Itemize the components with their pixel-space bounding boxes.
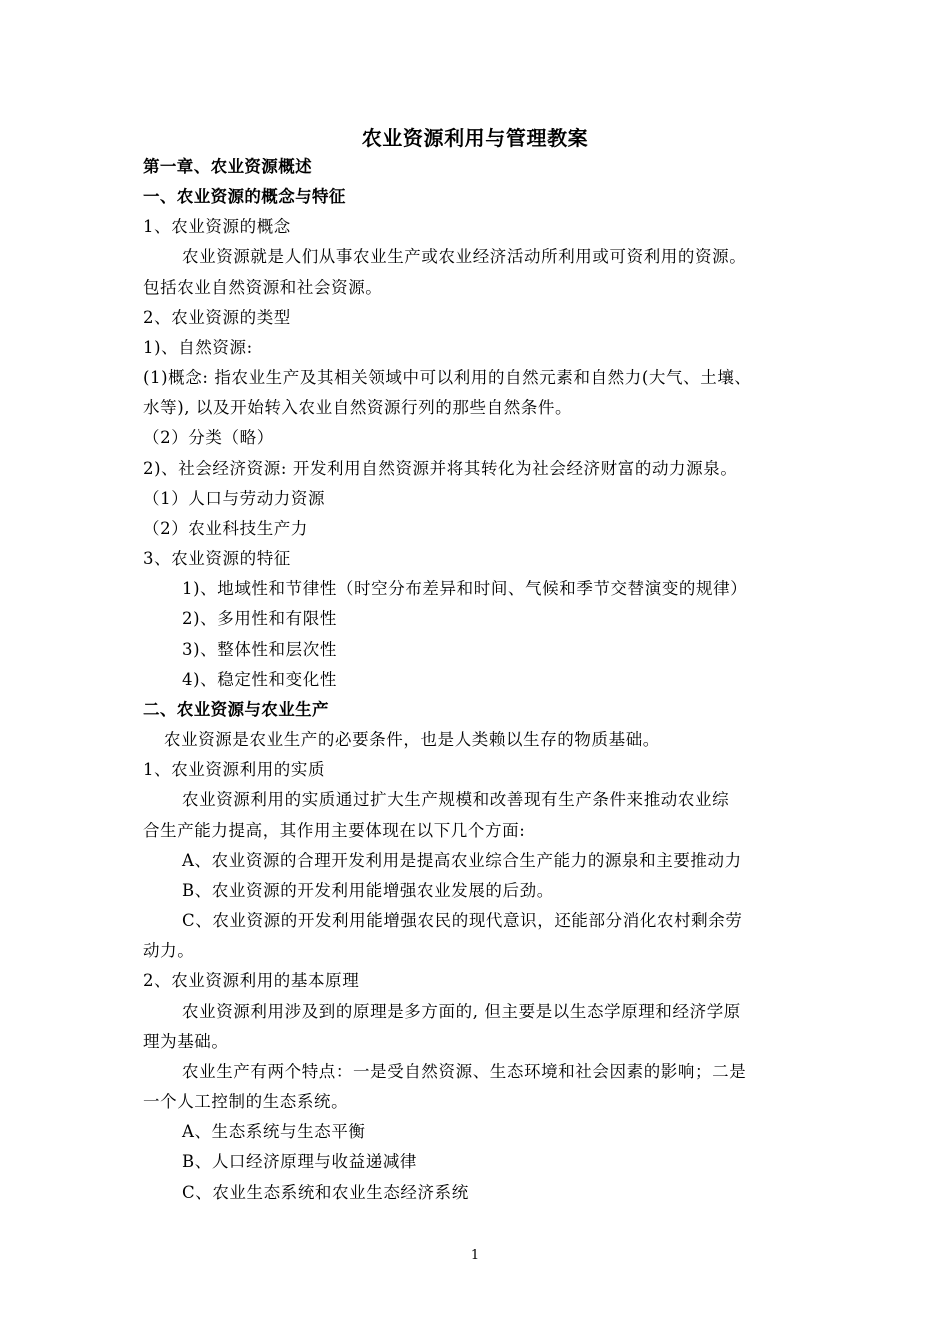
subsection-heading: 1、农业资源的概念 <box>143 217 291 236</box>
list-item: 2)、多用性和有限性 <box>182 609 337 628</box>
paragraph-line: 合生产能力提高，其作用主要体现在以下几个方面: <box>143 821 526 840</box>
document-title: 农业资源利用与管理教案 <box>361 126 589 150</box>
paragraph-line: 一个人工控制的生态系统。 <box>143 1092 349 1111</box>
paragraph-line: 农业资源就是人们从事农业生产或农业经济活动所利用或可资利用的资源。 <box>182 247 747 266</box>
list-item: C、农业生态系统和农业生态经济系统 <box>182 1183 469 1202</box>
subsection-heading: 3、农业资源的特征 <box>143 549 291 568</box>
list-item: C、农业资源的开发利用能增强农民的现代意识，还能部分消化农村剩余劳 <box>182 911 743 930</box>
section-heading: 一、农业资源的概念与特征 <box>143 187 346 206</box>
list-item: B、农业资源的开发利用能增强农业发展的后劲。 <box>182 881 554 900</box>
list-item: 1)、自然资源: <box>143 338 253 357</box>
subsection-heading: 2、农业资源利用的基本原理 <box>143 971 360 990</box>
paragraph-line: 农业资源利用涉及到的原理是多方面的, 但主要是以生态学原理和经济学原 <box>182 1002 741 1021</box>
list-item: A、生态系统与生态平衡 <box>182 1122 366 1141</box>
paragraph-line: 理为基础。 <box>143 1032 229 1051</box>
list-item: （2）农业科技生产力 <box>143 519 308 538</box>
list-item: 2)、社会经济资源: 开发利用自然资源并将其转化为社会经济财富的动力源泉。 <box>143 459 738 478</box>
paragraph-line: (1)概念: 指农业生产及其相关领域中可以利用的自然元素和自然力(大气、土壤、 <box>143 368 752 387</box>
subsection-heading: 1、农业资源利用的实质 <box>143 760 326 779</box>
paragraph-line: 水等), 以及开始转入农业自然资源行列的那些自然条件。 <box>143 398 573 417</box>
list-item: B、人口经济原理与收益递减律 <box>182 1152 418 1171</box>
subsection-heading: 2、农业资源的类型 <box>143 308 291 327</box>
list-item: （2）分类（略） <box>143 428 274 447</box>
paragraph-line: 农业生产有两个特点：一是受自然资源、生态环境和社会因素的影响；二是 <box>182 1062 747 1081</box>
paragraph-line: 农业资源利用的实质通过扩大生产规模和改善现有生产条件来推动农业综 <box>182 790 730 809</box>
list-item: 3)、整体性和层次性 <box>182 640 337 659</box>
list-item: 1)、地域性和节律性（时空分布差异和时间、气候和季节交替演变的规律） <box>182 579 748 598</box>
list-item: A、农业资源的合理开发利用是提高农业综合生产能力的源泉和主要推动力 <box>182 851 742 870</box>
paragraph-line: 动力。 <box>143 941 195 960</box>
list-item: （1）人口与劳动力资源 <box>143 489 326 508</box>
list-item: 4)、稳定性和变化性 <box>182 670 337 689</box>
paragraph-line: 农业资源是农业生产的必要条件，也是人类赖以生存的物质基础。 <box>164 730 660 749</box>
page-number: 1 <box>470 1248 480 1263</box>
chapter-heading: 第一章、农业资源概述 <box>143 157 312 176</box>
paragraph-line: 包括农业自然资源和社会资源。 <box>143 278 383 297</box>
section-heading: 二、农业资源与农业生产 <box>143 700 329 719</box>
